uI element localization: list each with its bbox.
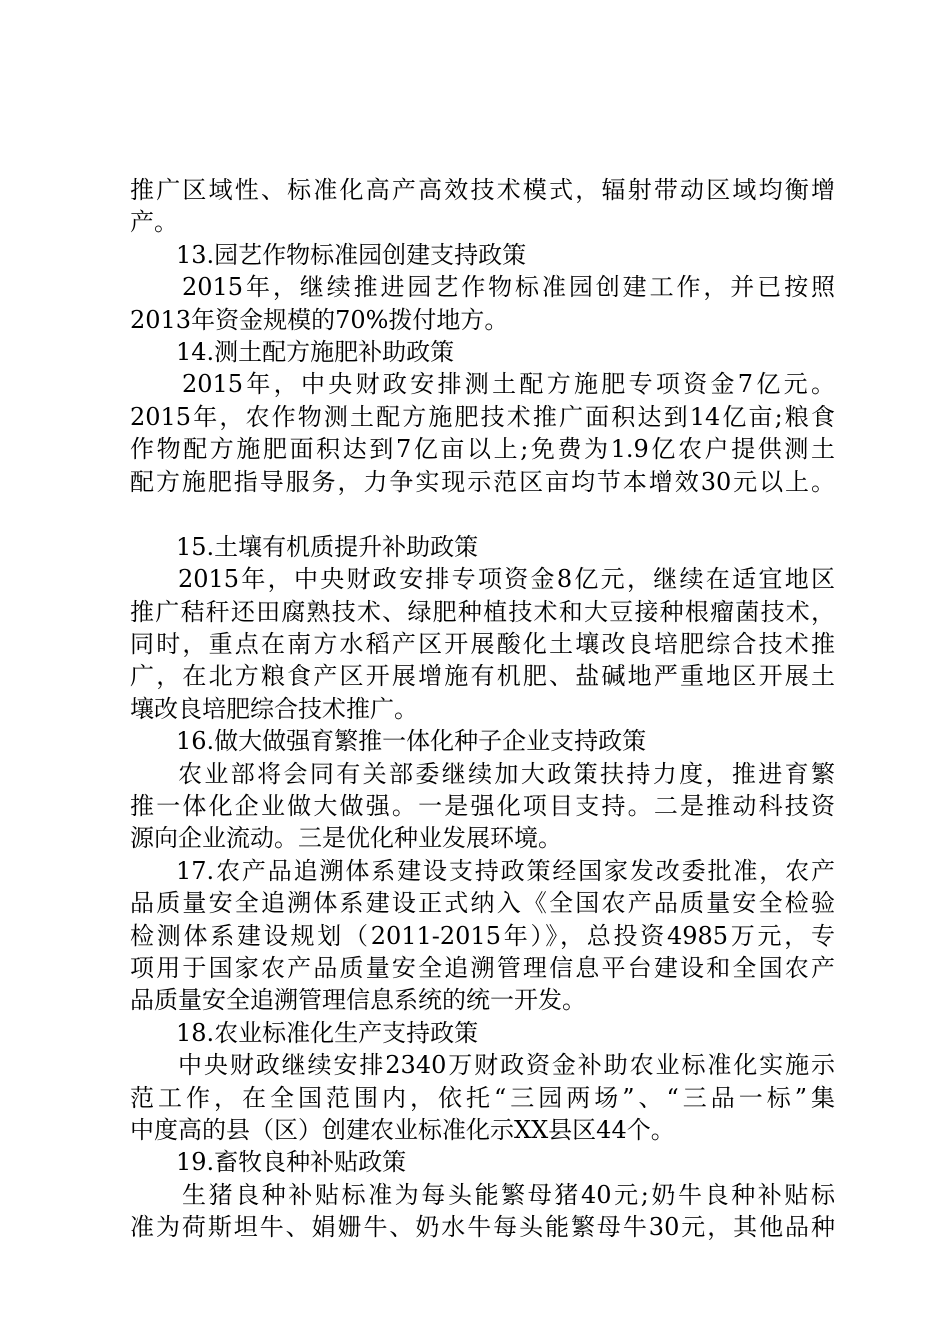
section-heading: 18.农业标准化生产支持政策 (176, 1018, 479, 1047)
section-heading: 14.测土配方施肥补助政策 (176, 337, 455, 366)
paragraph-line: 品质量安全追溯管理信息系统的统一开发。 (130, 986, 586, 1015)
paragraph-line: 2015年，中央财政安排专项资金8亿元，继续在适宜地区 (178, 565, 835, 594)
paragraph-line: 推广区域性、标准化高产高效技术模式，辐射带动区域均衡增 (130, 176, 835, 204)
section-heading: 17.农产品追溯体系建设支持政策经国家发改委批准，农产 (176, 856, 835, 885)
paragraph-line: 广，在北方粮食产区开展增施有机肥、盐碱地严重地区开展土 (130, 662, 835, 691)
paragraph-gap (130, 498, 835, 531)
paragraph-line: 检测体系建设规划（2011-2015年）》，总投资4985万元，专 (130, 921, 835, 950)
section-heading: 13.园艺作物标准园创建支持政策 (176, 240, 527, 269)
paragraph-line: 推广秸秆还田腐熟技术、绿肥种植技术和大豆接种根瘤菌技术， (130, 597, 835, 626)
paragraph-line: 范工作，在全国范围内，依托“三园两场”、“三品一标”集 (130, 1083, 835, 1112)
paragraph-line: 中度高的县（区）创建农业标准化示XX县区44个。 (130, 1115, 675, 1144)
paragraph-line: 2015年，中央财政安排测土配方施肥专项资金7亿元。 (182, 370, 835, 399)
paragraph-line: 同时，重点在南方水稻产区开展酸化土壤改良培肥综合技术推 (130, 630, 835, 659)
paragraph-line: 壤改良培肥综合技术推广。 (130, 694, 418, 723)
section-heading: 16.做大做强育繁推一体化种子企业支持政策 (176, 727, 647, 756)
paragraph-line: 作物配方施肥面积达到7亿亩以上;免费为1.9亿农户提供测土 (130, 435, 835, 464)
paragraph-line: 2015年，农作物测土配方施肥技术推广面积达到14亿亩;粮食 (130, 402, 835, 431)
section-heading: 19.畜牧良种补贴政策 (176, 1148, 407, 1177)
paragraph-line: 中央财政继续安排2340万财政资金补助农业标准化实施示 (178, 1051, 835, 1080)
document-body (130, 174, 835, 1244)
paragraph-line: 2015年，继续推进园艺作物标准园创建工作，并已按照 (182, 273, 835, 302)
paragraph-line: 品质量安全追溯体系建设正式纳入《全国农产品质量安全检验 (130, 889, 835, 918)
paragraph-line: 2013年资金规模的70%拨付地方。 (130, 305, 509, 334)
paragraph-line: 配方施肥指导服务，力争实现示范区亩均节本增效30元以上。 (130, 467, 835, 496)
paragraph-line: 推一体化企业做大做强。一是强化项目支持。二是推动科技资 (130, 792, 835, 821)
paragraph-line: 项用于国家农产品质量安全追溯管理信息平台建设和全国农产 (130, 953, 835, 982)
paragraph-line: 源向企业流动。三是优化种业发展环境。 (130, 824, 562, 853)
paragraph-line: 准为荷斯坦牛、娟姗牛、奶水牛每头能繁母牛30元，其他品种 (130, 1213, 835, 1242)
paragraph-line: 产。 (130, 208, 178, 237)
paragraph-line: 农业部将会同有关部委继续加大政策扶持力度，推进育繁 (178, 759, 835, 788)
paragraph-line: 生猪良种补贴标准为每头能繁母猪40元;奶牛良种补贴标 (182, 1180, 835, 1209)
section-heading: 15.土壤有机质提升补助政策 (176, 532, 479, 561)
